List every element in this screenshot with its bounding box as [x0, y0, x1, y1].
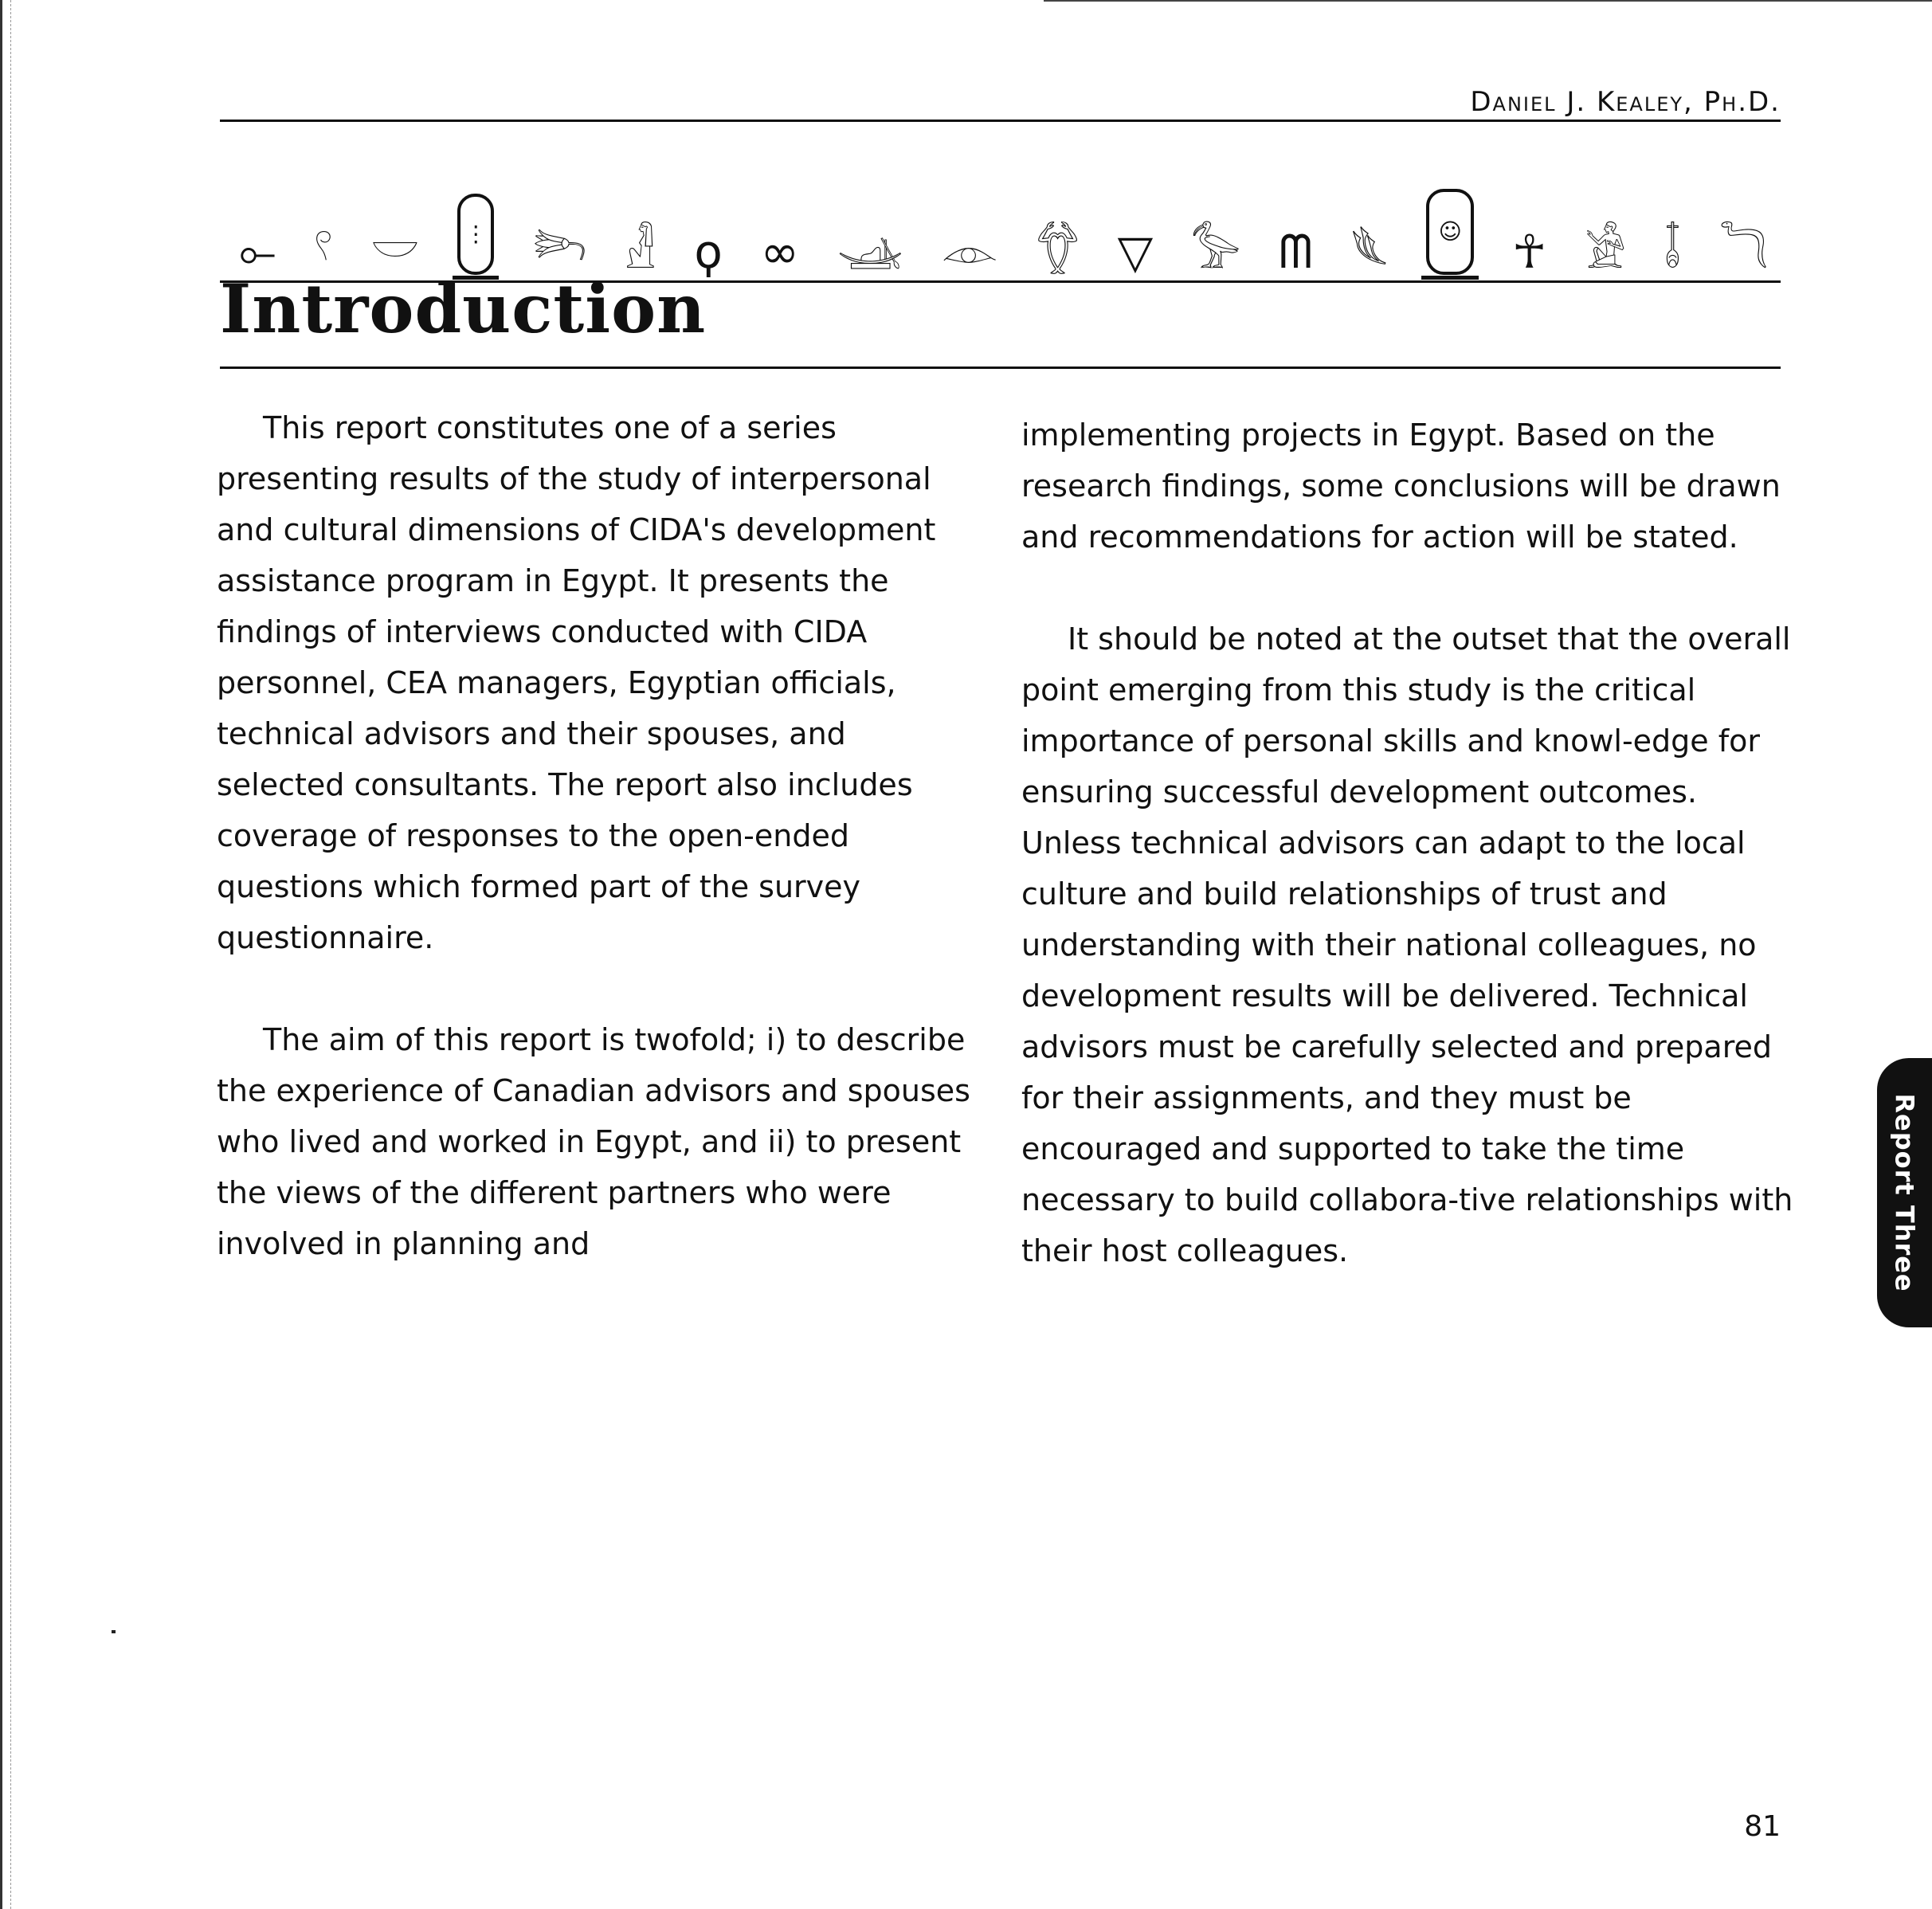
heart-triangle-glyph-icon: ▽	[1117, 225, 1154, 279]
ibis-bird-glyph-icon: 𓅞	[1191, 225, 1241, 279]
boat-waves-glyph-icon: 𓊛	[837, 225, 903, 279]
face-cartouche-glyph-icon: ☺	[1426, 189, 1474, 275]
horn-glyph-icon: ᗰ	[1279, 225, 1313, 279]
page-title: Introduction	[220, 269, 707, 348]
hieroglyph-banner	[239, 179, 1769, 279]
header-rule	[220, 120, 1781, 122]
section-tab-label: Report Three	[1889, 1093, 1920, 1292]
right-paragraph-1: implementing projects in Egypt. Based on the research findings, some conclusions will be drawn and recommendations for action will be stated.	[1021, 417, 1781, 555]
rope-coil-glyph-icon: 𓍢	[314, 225, 333, 279]
scan-edge-line	[1044, 0, 1932, 2]
loop-glyph-icon: ϙ	[694, 225, 723, 279]
scan-speck	[112, 1630, 116, 1633]
left-paragraph-1: This report constitutes one of a series presenting results of the study of interpersonal and cultural dimensions of CIDA's development assistance program in Egypt. It presents the findings of interviews conducted with CIDA personnel, CEA managers, Egyptian officials, technical advisors and their spouses, and selected consultants. The report also includes coverage of responses to the open-ended questions which formed part of the survey questionnaire.	[217, 410, 936, 955]
title-bottom-rule	[220, 367, 1781, 369]
bird-plant-glyph-icon: 𓆰	[1350, 225, 1389, 279]
right-paragraph-2: It should be noted at the outset that the overall point emerging from this study is the critical importance of personal skills and knowl-edge for ensuring successful development outcomes. Unless technical advisors can adapt to the local culture and build relationships of trust and understanding with their national colleagues, no development results will be delivered. Technical advisors must be carefully selected and prepared for their assignments, and they must be encouraged and supported to take the time necessary to build collabora-tive relationships with their host colleagues.	[1021, 621, 1793, 1268]
snake-water-glyph-icon: 𓆓	[1718, 225, 1769, 279]
left-paragraph-2: The aim of this report is twofold; i) to describe the experience of Canadian advisors and spouses who lived and worked in Egypt, and ii) to present the views of the different partners who were involved in planning and	[217, 1022, 970, 1261]
right-column	[1021, 410, 1794, 1327]
cartouche-glyph-icon: ⋮	[457, 194, 494, 275]
arrow-glyph-icon: ⟜	[239, 225, 276, 279]
basket-water-glyph-icon: 𓎟	[370, 225, 420, 279]
section-tab	[1877, 1058, 1932, 1327]
binding-edge	[0, 0, 11, 1909]
scribe-glyph-icon: 𓀀	[1585, 225, 1627, 279]
eye-glyph-icon: 𓁹	[941, 225, 998, 279]
page-number: 81	[1744, 1810, 1781, 1843]
author-header: Daniel J. Kealey, Ph.D.	[1470, 86, 1781, 118]
lotus-triangle-glyph-icon: 𓆸	[532, 225, 587, 279]
seated-figures-glyph-icon: 𓁐	[625, 225, 656, 279]
ankh-glyph-icon: ☥	[1512, 225, 1547, 279]
scorpion-glyph-icon: 𓆫	[1036, 225, 1080, 279]
left-column	[217, 402, 982, 1320]
nefer-glyph-icon: 𓄤	[1664, 225, 1681, 279]
double-circle-glyph-icon: ∞	[760, 225, 799, 279]
